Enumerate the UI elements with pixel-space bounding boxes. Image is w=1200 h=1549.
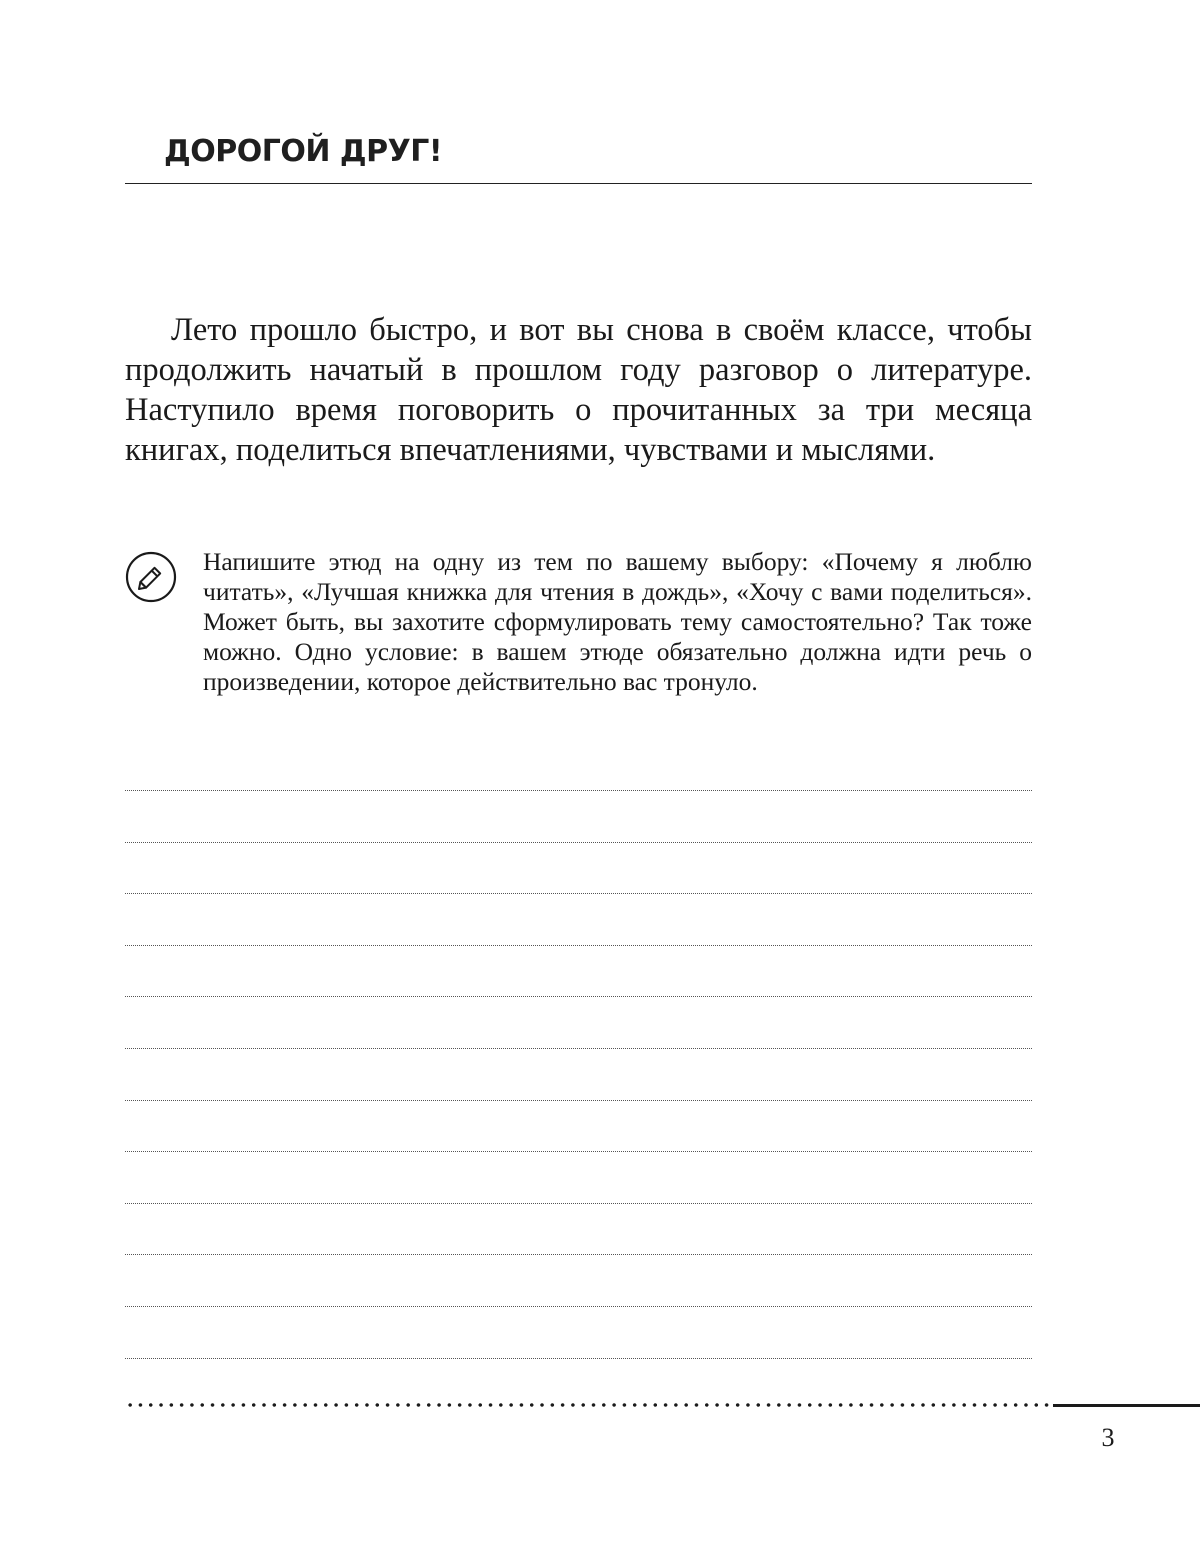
writing-line[interactable] [125,1306,1032,1307]
pencil-icon [125,551,177,603]
writing-line[interactable] [125,1048,1032,1049]
writing-line[interactable] [125,1151,1032,1152]
page-number: 3 [1101,1423,1115,1452]
writing-line[interactable] [125,1254,1032,1255]
writing-line[interactable] [125,1100,1032,1101]
title-divider [125,183,1032,184]
writing-line[interactable] [125,945,1032,946]
page-title: ДОРОГОЙ ДРУГ! [164,134,443,169]
task-instructions: Напишите этюд на одну из тем по вашему выбору: «Почему я люблю читать», «Лучшая книжка для чтения в дождь», «Хочу с вами поделиться». Может быть, вы захотите сформулировать тему самостоятельно? Так тоже можно. Одно условие: в вашем этюде обязательно должна идти речь о произведении, которое действительно вас тронуло. [203,547,1032,696]
writing-line[interactable] [125,1203,1032,1204]
writing-line[interactable] [125,1358,1032,1359]
writing-line[interactable] [125,996,1032,997]
writing-line[interactable] [125,893,1032,894]
intro-paragraph: Лето прошло быстро, и вот вы снова в своём классе, чтобы продолжить начатый в прошлом году разговор о литературе. Наступило время поговорить о прочитанных за три месяца книгах, поделиться впечатлениями, чувствами и мыслями. [125,312,1032,468]
footer-bar [1053,1404,1200,1407]
footer-dotted-rule [125,1402,1053,1408]
writing-line[interactable] [125,842,1032,843]
writing-line[interactable] [125,790,1032,791]
